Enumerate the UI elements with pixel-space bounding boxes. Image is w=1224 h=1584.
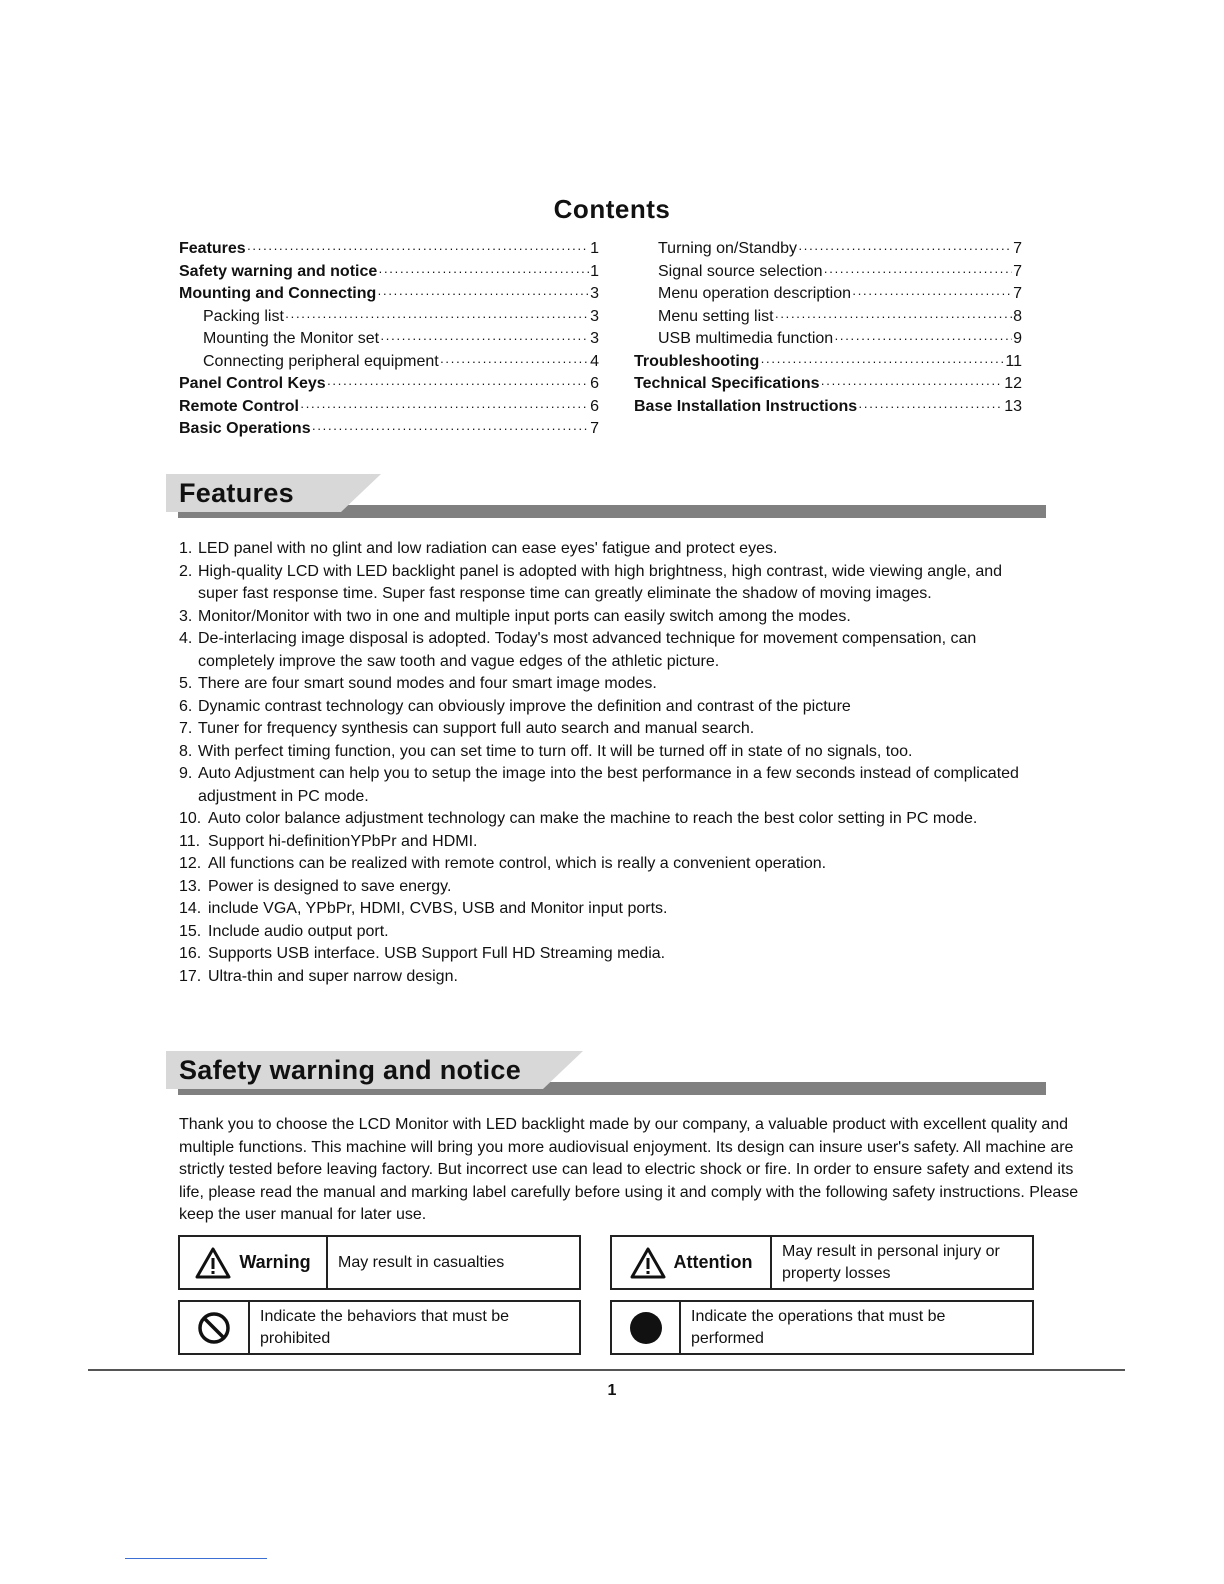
feature-text: Support hi-definitionYPbPr and HDMI.	[208, 832, 478, 850]
toc-leader-dots	[377, 286, 589, 301]
toc-entry-page: 12	[1004, 375, 1022, 392]
performed-legend	[610, 1300, 1034, 1355]
toc-entry-page: 4	[590, 352, 599, 370]
toc-leader-dots	[378, 264, 589, 279]
toc-entry-label: Menu operation description	[658, 285, 852, 302]
feature-number: 5.	[179, 675, 193, 692]
attention-text: May result in personal injury or property losses	[782, 1242, 1000, 1282]
toc-entry[interactable]	[634, 308, 1022, 331]
toc-entry[interactable]	[179, 308, 599, 331]
toc-leader-dots	[775, 309, 1012, 324]
attention-label-cell	[612, 1237, 772, 1288]
toc-entry-page: 3	[590, 307, 599, 325]
toc-entry-page: 3	[590, 330, 599, 347]
toc-entry-page: 11	[1005, 352, 1022, 370]
toc-entry-label: USB multimedia function	[658, 330, 834, 347]
toc-leader-dots	[327, 376, 589, 391]
toc-entry-page: 1	[590, 262, 599, 280]
performed-text: Indicate the operations that must be performed	[691, 1307, 946, 1347]
feature-number: 4.	[179, 630, 193, 647]
toc-entry[interactable]	[179, 240, 599, 263]
feature-item	[179, 628, 1039, 673]
toc-entry[interactable]	[179, 263, 599, 286]
toc-entry[interactable]	[179, 330, 599, 353]
feature-item	[179, 606, 1039, 629]
toc-entry-label: Packing list	[203, 307, 284, 325]
toc-leader-dots	[312, 421, 589, 436]
toc-entry-page: 7	[1013, 240, 1022, 257]
toc-entry[interactable]	[634, 353, 1022, 376]
feature-number: 9.	[179, 765, 193, 782]
feature-item	[179, 876, 1039, 899]
attention-legend	[610, 1235, 1034, 1290]
feature-number: 3.	[179, 607, 193, 625]
toc-right-column	[634, 240, 1022, 420]
feature-item	[179, 898, 1039, 921]
feature-text: Ultra-thin and super narrow design.	[208, 967, 458, 985]
feature-text: With perfect timing function, you can set time to turn off. It will be turned off in state of no signals, too.	[198, 742, 913, 760]
performed-icon-cell	[612, 1302, 681, 1353]
mandatory-dot-icon	[628, 1310, 664, 1346]
toc-entry-label: Features	[179, 240, 246, 257]
feature-item	[179, 831, 1039, 854]
toc-entry-label: Signal source selection	[658, 262, 823, 280]
feature-number: 1.	[179, 540, 193, 557]
feature-text: All functions can be realized with remote control, which is really a convenient operation.	[208, 855, 827, 872]
feature-text: LED panel with no glint and low radiation can ease eyes' fatigue and protect eyes.	[198, 540, 778, 557]
toc-entry-label: Safety warning and notice	[179, 262, 378, 280]
safety-intro: Thank you to choose the LCD Monitor with LED backlight made by our company, a valuable product with excellent quality and multiple functions. This machine will bring you more audiovisual enjoyment. Its design can insure user's safety. All machine are strictly tested before leaving factory. But incorrect use can lead to electric shock or fire. In order to ensure safety and extend its life, please read the manual and marking label carefully before using it and comply with the following safety instructions. Please keep the user manual for later use.	[179, 1116, 1079, 1224]
toc-entry-label: Mounting the Monitor set	[203, 330, 380, 347]
toc-leader-dots	[440, 354, 589, 369]
safety-heading: Safety warning and notice	[166, 1051, 543, 1089]
feature-number: 12.	[179, 855, 202, 872]
toc-entry-label: Connecting peripheral equipment	[203, 352, 439, 370]
feature-number: 10.	[179, 810, 202, 827]
warning-label-cell	[180, 1237, 328, 1288]
toc-entry-label: Menu setting list	[658, 307, 774, 325]
feature-text: Tuner for frequency synthesis can support full auto search and manual search.	[198, 720, 755, 737]
feature-text: High-quality LCD with LED backlight panel is adopted with high brightness, high contrast, wide viewing angle, and super fast response time. Super fast response time can greatly eliminate the shadow of moving images.	[198, 562, 1003, 602]
feature-item	[179, 921, 1039, 944]
feature-text: Include audio output port.	[208, 922, 389, 940]
toc-entry-page: 3	[590, 285, 599, 302]
features-section-header	[166, 474, 1046, 518]
feature-text: Auto Adjustment can help you to setup the image into the best performance in a few seconds instead of complicated adjustment in PC mode.	[198, 765, 1019, 805]
feature-number: 7.	[179, 720, 193, 737]
toc-entry[interactable]	[634, 285, 1022, 308]
toc-entry-label: Basic Operations	[179, 420, 311, 437]
toc-entry[interactable]	[179, 398, 599, 421]
prohibited-legend	[178, 1300, 581, 1355]
feature-number: 14.	[179, 900, 202, 917]
contents-title: Contents	[553, 194, 671, 224]
feature-text: Monitor/Monitor with two in one and multiple input ports can easily switch among the modes.	[198, 607, 851, 625]
feature-text: include VGA, YPbPr, HDMI, CVBS, USB and Monitor input ports.	[208, 900, 668, 917]
toc-left-column	[179, 240, 599, 443]
toc-entry-label: Technical Specifications	[634, 375, 820, 392]
safety-section-header	[166, 1051, 1046, 1095]
toc-entry-label: Troubleshooting	[634, 352, 760, 370]
toc-entry-label: Turning on/Standby	[658, 240, 798, 257]
feature-text: Dynamic contrast technology can obviously improve the definition and contrast of the picture	[198, 697, 851, 715]
toc-entry-label: Base Installation Instructions	[634, 397, 858, 415]
features-list	[179, 538, 1039, 988]
toc-entry-label: Remote Control	[179, 397, 299, 415]
toc-entry[interactable]	[634, 263, 1022, 286]
feature-item	[179, 943, 1039, 966]
toc-leader-dots	[285, 309, 589, 324]
toc-leader-dots	[300, 399, 589, 414]
feature-number: 16.	[179, 945, 202, 962]
feature-number: 15.	[179, 922, 202, 940]
feature-number: 8.	[179, 742, 193, 760]
feature-text: There are four smart sound modes and four smart image modes.	[198, 675, 657, 692]
toc-leader-dots	[380, 331, 589, 346]
toc-leader-dots	[798, 241, 1012, 256]
feature-number: 2.	[179, 562, 193, 580]
prohibited-text: Indicate the behaviors that must be prohibited	[260, 1307, 510, 1347]
toc-entry-page: 6	[590, 397, 599, 415]
feature-number: 11.	[179, 832, 201, 850]
features-heading: Features	[166, 474, 341, 512]
toc-entry-page: 9	[1013, 330, 1022, 347]
feature-item	[179, 538, 1039, 561]
footer-rule	[88, 1369, 1125, 1371]
toc-entry[interactable]	[634, 240, 1022, 263]
toc-entry[interactable]	[634, 330, 1022, 353]
feature-item	[179, 741, 1039, 764]
toc-leader-dots	[858, 399, 1003, 414]
warning-legend	[178, 1235, 581, 1290]
feature-item	[179, 966, 1039, 989]
feature-item	[179, 561, 1039, 606]
feature-text: De-interlacing image disposal is adopted. Today's most advanced technique for movement compensation, can completely improve the saw tooth and vague edges of the athletic picture.	[198, 630, 977, 670]
toc-entry[interactable]	[179, 375, 599, 398]
toc-leader-dots	[852, 286, 1012, 301]
toc-entry-page: 7	[1013, 262, 1022, 280]
toc-entry-page: 6	[590, 375, 599, 392]
toc-entry-label: Panel Control Keys	[179, 375, 326, 392]
toc-entry-page: 8	[1013, 307, 1022, 325]
feature-item	[179, 718, 1039, 741]
toc-leader-dots	[824, 264, 1013, 279]
feature-item	[179, 673, 1039, 696]
warning-text: May result in casualties	[338, 1253, 505, 1271]
toc-leader-dots	[821, 376, 1004, 391]
page-number: 1	[607, 1382, 617, 1399]
toc-entry-page: 7	[590, 420, 599, 437]
warning-label: Warning	[239, 1252, 311, 1272]
feature-item	[179, 808, 1039, 831]
toc-entry-page: 13	[1004, 397, 1022, 415]
feature-number: 13.	[179, 877, 202, 895]
toc-entry-page: 1	[590, 240, 599, 257]
feature-number: 6.	[179, 697, 193, 715]
feature-text: Supports USB interface. USB Support Full HD Streaming media.	[208, 945, 666, 962]
bottom-link-underline	[125, 1558, 267, 1559]
toc-leader-dots	[760, 354, 1004, 369]
toc-entry[interactable]	[179, 353, 599, 376]
toc-leader-dots	[834, 331, 1012, 346]
feature-text: Auto color balance adjustment technology can make the machine to reach the best color setting in PC mode.	[208, 810, 978, 827]
feature-number: 17.	[179, 967, 202, 985]
toc-entry-page: 7	[1013, 285, 1022, 302]
feature-item	[179, 853, 1039, 876]
feature-text: Power is designed to save energy.	[208, 877, 452, 895]
attention-label: Attention	[673, 1252, 753, 1272]
toc-entry-label: Mounting and Connecting	[179, 285, 377, 302]
toc-entry[interactable]	[634, 398, 1022, 421]
warning-triangle-icon	[195, 1247, 231, 1279]
toc-entry[interactable]	[634, 375, 1022, 398]
prohibited-icon	[197, 1311, 231, 1345]
attention-triangle-icon	[630, 1247, 666, 1279]
toc-leader-dots	[247, 241, 589, 256]
feature-item	[179, 763, 1039, 808]
toc-entry[interactable]	[179, 420, 599, 443]
prohibited-icon-cell	[180, 1302, 250, 1353]
toc-entry[interactable]	[179, 285, 599, 308]
feature-item	[179, 696, 1039, 719]
